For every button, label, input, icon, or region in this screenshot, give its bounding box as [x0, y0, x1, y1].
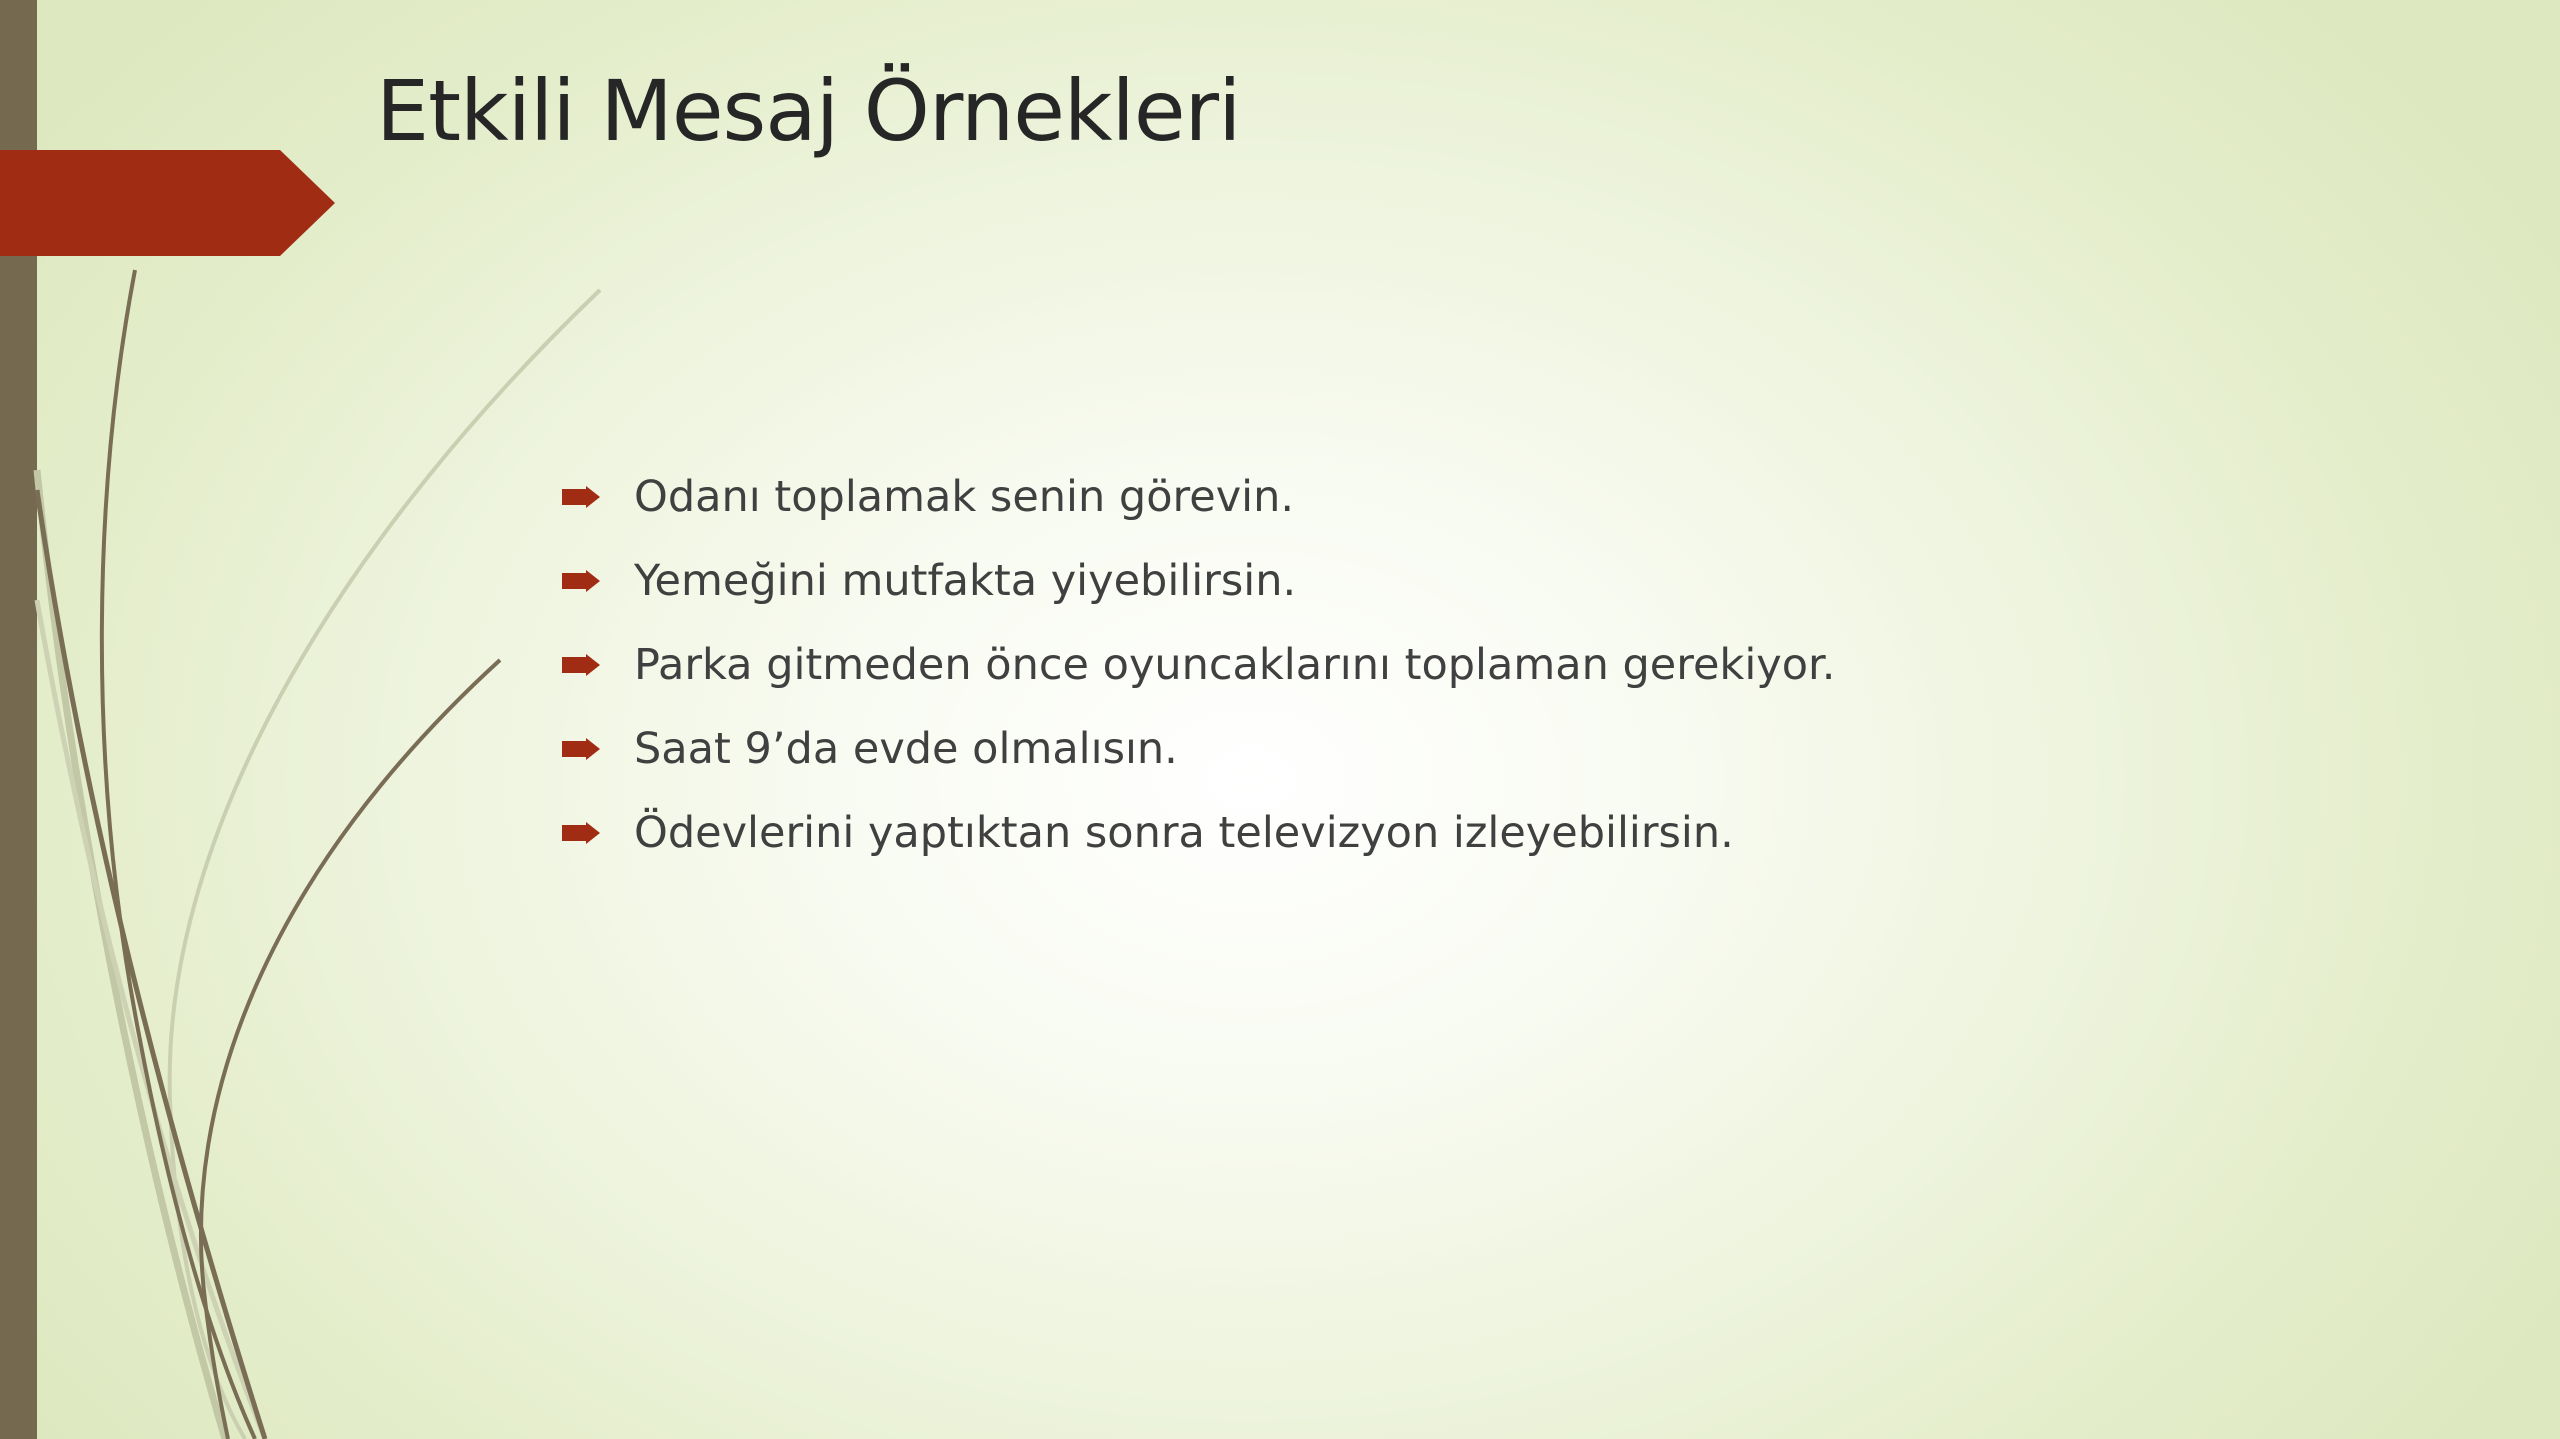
- slide-title: Etkili Mesaj Örnekleri: [376, 62, 1241, 160]
- list-item: [562, 623, 1835, 707]
- bullet-text: Yemeğini mutfakta yiyebilirsin.: [634, 556, 1297, 606]
- arrow-bullet-icon: [562, 822, 600, 844]
- bullet-list: [562, 455, 1835, 875]
- list-item: [562, 791, 1835, 875]
- arrow-bullet-icon: [562, 486, 600, 508]
- bullet-text: Odanı toplamak senin görevin.: [634, 472, 1295, 522]
- list-item: [562, 455, 1835, 539]
- arrow-bullet-icon: [562, 570, 600, 592]
- bullet-text: Saat 9’da evde olmalısın.: [634, 724, 1178, 774]
- list-item: [562, 707, 1835, 791]
- title-arrow-accent: [0, 150, 335, 256]
- list-item: [562, 539, 1835, 623]
- arrow-bullet-icon: [562, 654, 600, 676]
- arrow-bullet-icon: [562, 738, 600, 760]
- bullet-text: Parka gitmeden önce oyuncaklarını toplaman gerekiyor.: [634, 640, 1836, 690]
- bullet-text: Ödevlerini yaptıktan sonra televizyon izleyebilirsin.: [634, 808, 1734, 858]
